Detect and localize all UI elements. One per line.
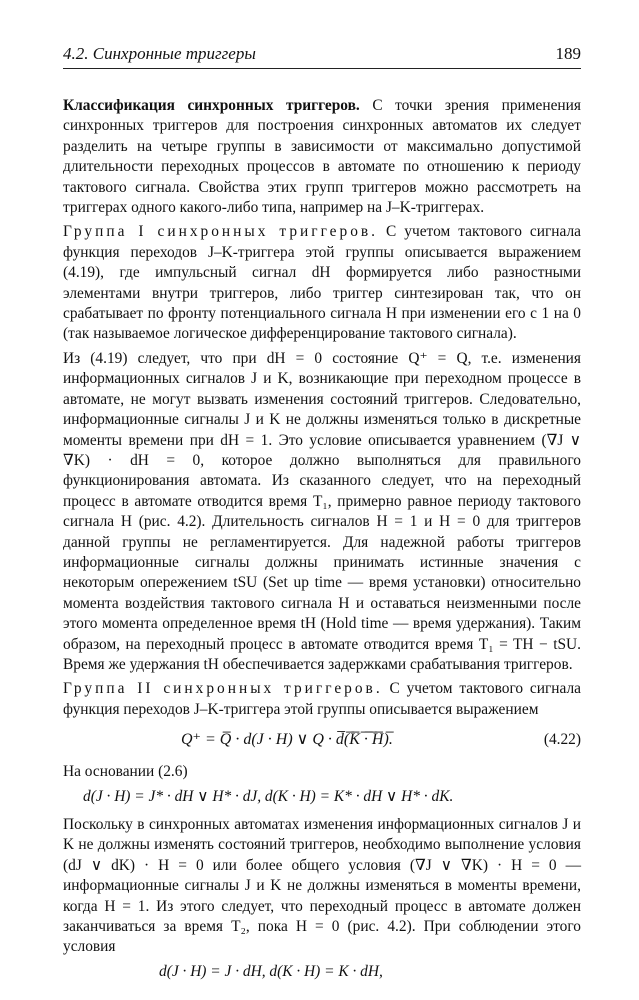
paragraph-heading: Классификация синхронных триггеров.: [63, 97, 360, 114]
paragraph-text: С учетом тактового сигнала функция переходов J–K-триггера этой группы описывается выражением (4.19), где импульсный сигнал dH формируется либо разностными элементами внутри триггеров, либо триггер синтезирован так, что он срабатывает по фронту потенциального сигнала H при изменении его с 1 на 0 (так называемое логическое дифференцирование тактового сигнала).: [63, 223, 582, 343]
paragraph-group-1: [63, 222, 581, 344]
section-title: 4.2. Синхронные триггеры: [63, 44, 256, 63]
paragraph-analysis: [63, 349, 581, 676]
paragraph-text: С учетом тактового сигнала функция переходов J–K-триггера этой группы описывается выражением: [63, 680, 582, 718]
paragraph-basis: [63, 762, 581, 782]
text-body: [63, 96, 581, 982]
paragraph-text: Поскольку в синхронных автоматах изменения информационных сигналов J и K не должны изменять состояний триггеров, необходимо выполнение условия (dJ ∨ dK) · H = 0 или более общего условия (∇J ∨ ∇K) · H = 0 — информационные сигналы J и K не должны изменяться в моменты времени, когда H = 1. Из этого следует, что переходный процесс в автомате должен заканчиваться за время T₂, пока H = 0 (рис. 4.2). При соблюдении этого условия: [63, 816, 581, 956]
equation-4-22: [63, 726, 581, 756]
group-1-lead: Группа I синхронных триггеров.: [63, 223, 379, 241]
equation-expression: Q⁺ = Q̅ · d(J · H) ∨ Q · d̅(̅K̅ ̅·̅ ̅H̅)̅.: [181, 731, 393, 749]
equation-simplified: d(J · H) = J · dH, d(K · H) = K · dH,: [159, 962, 383, 980]
page-number: 189: [555, 44, 581, 63]
paragraph-classification: [63, 96, 581, 218]
paragraph-group-2: [63, 679, 581, 720]
paragraph-text: С точки зрения применения синхронных триггеров для построения синхронных автоматов их следует разделить на четыре группы в зависимости от максимально допустимой длительности переходных процессов в автомате по отношению к периоду тактового сигнала. Свойства этих групп триггеров можно рассмотреть на триггерах одного какого-либо типа, например на J–K-триггерах.: [63, 97, 581, 217]
equation-number: (4.22): [543, 731, 581, 749]
equation-differentials: d(J · H) = J* · dH ∨ H* · dJ, d(K · H) = K* · dH ∨ H* · dK.: [83, 787, 454, 805]
paragraph-text: На основании (2.6): [63, 763, 188, 781]
paragraph-conclusion: [63, 815, 581, 958]
running-header: [63, 42, 581, 69]
group-2-lead: Группа II синхронных триггеров.: [63, 680, 383, 698]
paragraph-text: Из (4.19) следует, что при dH = 0 состояние Q⁺ = Q, т.е. изменения информационных сигналов J и K, возникающие при переходном процессе в автомате, не могут вызвать изменения состояний триггеров. Следовательно, информационные сигналы J и K не должны изменяться только в дискретные моменты времени при dH = 1. Это условие описывается уравнением (∇J ∨ ∇K) · dH = 0, которое должно выполняться для правильного функционирования автомата. Из сказанного следует, что на переходный процесс в автомате отводится время T₁, примерно равное периоду тактового сигнала H (рис. 4.2). Длительность сигналов H = 1 и H = 0 для триггеров данной группы не регламентируется. Для надежной работы триггеров информационные сигналы должны принимать истинные значения с некоторым опережением tSU (Set up time — время установки) относительно момента воздействия тактового сигнала H и оставаться неизменными после этого момента определенное время tH (Hold time — время удержания). Таким образом, на переходный процесс в автомате отводится время T₁ = TH − tSU. Время же удержания tH обеспечивается задержками срабатывания триггеров.: [63, 349, 581, 673]
